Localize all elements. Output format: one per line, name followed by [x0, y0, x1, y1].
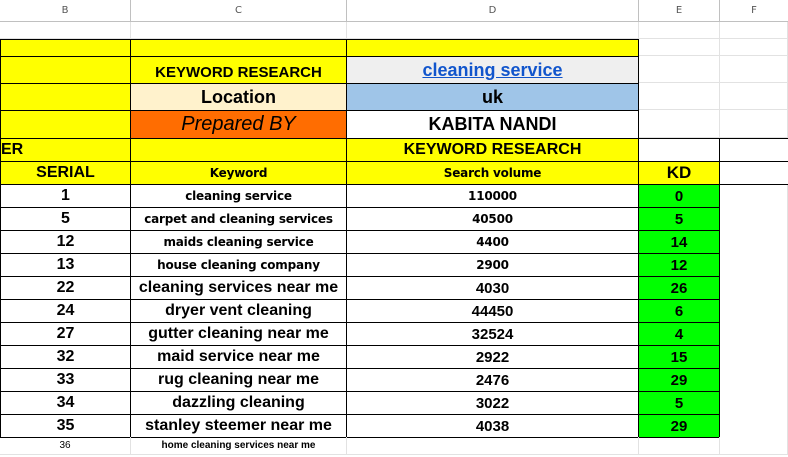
keyword-cell[interactable]: maids cleaning service [130, 230, 347, 254]
kd-cell[interactable]: 0 [638, 184, 720, 208]
kd-cell[interactable]: 12 [638, 253, 720, 277]
cell-empty[interactable] [0, 22, 131, 39]
kd-cell[interactable]: 29 [638, 368, 720, 392]
volume-cell[interactable]: 2476 [346, 368, 639, 392]
cell-empty[interactable] [347, 437, 639, 455]
cell-empty[interactable] [639, 22, 720, 39]
cell-empty[interactable] [639, 39, 720, 56]
column-header-d[interactable]: D [347, 0, 639, 22]
cell-empty[interactable] [719, 138, 788, 162]
kd-cell[interactable]: 5 [638, 391, 720, 415]
cell-empty[interactable] [639, 56, 720, 83]
cell-empty[interactable] [720, 185, 788, 437]
serial-cell[interactable]: 35 [0, 414, 131, 438]
keyword-cell[interactable]: cleaning services near me [130, 276, 347, 300]
serial-cell[interactable]: 32 [0, 345, 131, 369]
cell-empty[interactable] [639, 437, 720, 455]
serial-cell[interactable]: 36 [0, 437, 131, 455]
keyword-cell[interactable]: gutter cleaning near me [130, 322, 347, 346]
keyword-cell[interactable]: carpet and cleaning services [130, 207, 347, 231]
cell-empty[interactable] [719, 161, 788, 185]
kd-cell[interactable]: 6 [638, 299, 720, 323]
column-header-e[interactable]: E [639, 0, 720, 22]
keyword-cell[interactable]: stanley steemer near me [130, 414, 347, 438]
cell-empty[interactable] [347, 22, 639, 39]
serial-cell[interactable]: 33 [0, 368, 131, 392]
prepared-by-value[interactable]: KABITA NANDI [346, 110, 639, 139]
volume-cell[interactable]: 2900 [346, 253, 639, 277]
section-title[interactable]: KEYWORD RESEARCH [346, 138, 639, 162]
cell-empty[interactable] [131, 22, 347, 39]
serial-cell[interactable]: 13 [0, 253, 131, 277]
column-header-c[interactable]: C [131, 0, 347, 22]
volume-cell[interactable]: 40500 [346, 207, 639, 231]
cell-empty[interactable] [720, 22, 788, 39]
kd-cell[interactable]: 26 [638, 276, 720, 300]
cell-yellow[interactable] [0, 56, 131, 84]
serial-cell[interactable]: 34 [0, 391, 131, 415]
keyword-cell[interactable]: house cleaning company [130, 253, 347, 277]
volume-cell[interactable]: 32524 [346, 322, 639, 346]
keyword-cell[interactable]: cleaning service [130, 184, 347, 208]
header-search-volume[interactable]: Search volume [346, 161, 639, 185]
header-keyword[interactable]: Keyword [130, 161, 347, 185]
column-header-f[interactable]: F [720, 0, 788, 22]
serial-cell[interactable]: 22 [0, 276, 131, 300]
header-kd[interactable]: KD [638, 161, 720, 185]
cell-empty[interactable] [638, 138, 720, 162]
target-keyword-link[interactable]: cleaning service [346, 56, 639, 84]
cell-yellow[interactable] [0, 39, 131, 57]
cell-empty[interactable] [720, 39, 788, 56]
volume-cell[interactable]: 4400 [346, 230, 639, 254]
keyword-cell[interactable]: maid service near me [130, 345, 347, 369]
serial-cell[interactable]: 24 [0, 299, 131, 323]
cell-yellow[interactable] [346, 39, 639, 57]
cell-yellow[interactable] [0, 110, 131, 139]
volume-cell[interactable]: 3022 [346, 391, 639, 415]
section-partial-label[interactable]: ER [0, 138, 131, 162]
cell-empty[interactable] [639, 110, 720, 138]
kd-cell[interactable]: 14 [638, 230, 720, 254]
header-serial[interactable]: SERIAL [0, 161, 131, 185]
cell-empty[interactable] [639, 83, 720, 110]
keyword-cell[interactable]: dazzling cleaning [130, 391, 347, 415]
cell-empty[interactable] [720, 83, 788, 110]
volume-cell[interactable]: 4038 [346, 414, 639, 438]
keyword-research-label[interactable]: KEYWORD RESEARCH [130, 56, 347, 84]
cell-yellow[interactable] [0, 83, 131, 111]
keyword-cell[interactable]: home cleaning services near me [131, 437, 347, 455]
cell-empty[interactable] [720, 56, 788, 83]
volume-cell[interactable]: 44450 [346, 299, 639, 323]
cell-empty[interactable] [720, 437, 788, 455]
serial-cell[interactable]: 27 [0, 322, 131, 346]
cell-yellow[interactable] [130, 39, 347, 57]
kd-cell[interactable]: 5 [638, 207, 720, 231]
serial-cell[interactable]: 12 [0, 230, 131, 254]
keyword-cell[interactable]: dryer vent cleaning [130, 299, 347, 323]
kd-cell[interactable]: 29 [638, 414, 720, 438]
volume-cell[interactable]: 110000 [346, 184, 639, 208]
keyword-cell[interactable]: rug cleaning near me [130, 368, 347, 392]
location-value[interactable]: uk [346, 83, 639, 111]
serial-cell[interactable]: 1 [0, 184, 131, 208]
cell-empty[interactable] [720, 110, 788, 138]
serial-cell[interactable]: 5 [0, 207, 131, 231]
kd-cell[interactable]: 4 [638, 322, 720, 346]
volume-cell[interactable]: 2922 [346, 345, 639, 369]
prepared-by-label[interactable]: Prepared BY [130, 110, 347, 139]
volume-cell[interactable]: 4030 [346, 276, 639, 300]
location-label[interactable]: Location [130, 83, 347, 111]
column-header-b[interactable]: B [0, 0, 131, 22]
kd-cell[interactable]: 15 [638, 345, 720, 369]
cell-yellow[interactable] [130, 138, 347, 162]
